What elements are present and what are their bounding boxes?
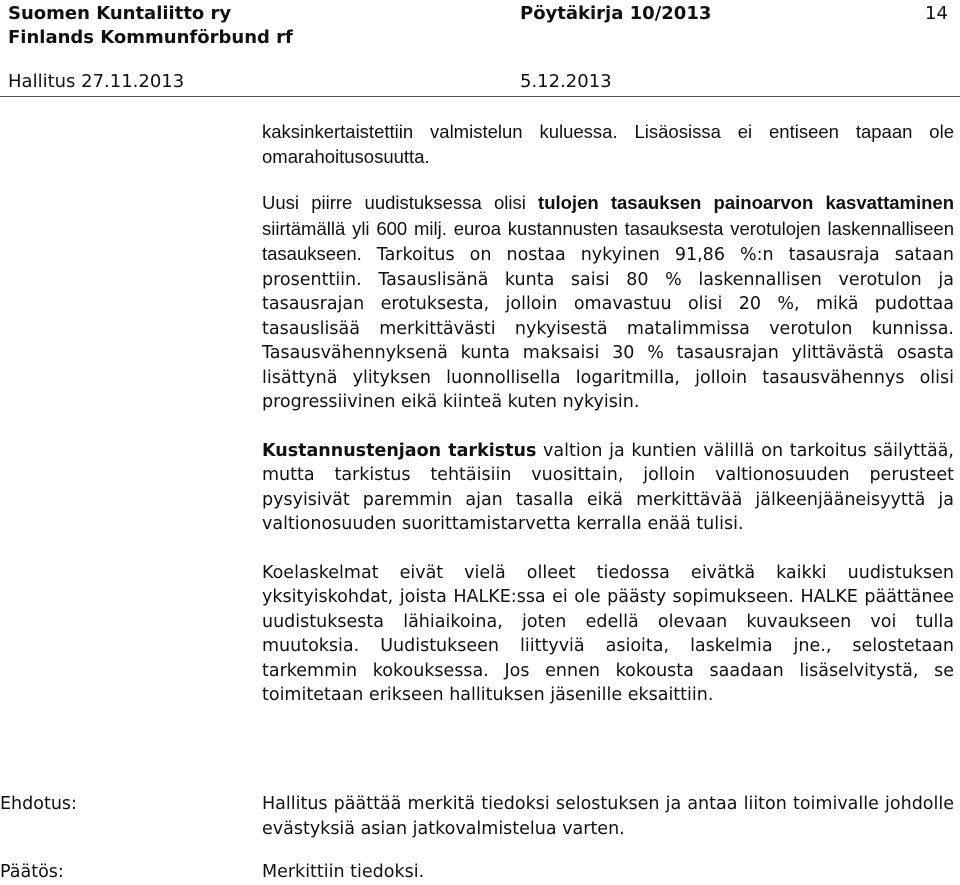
main-text	[262, 120, 954, 708]
paragraph-3-bold: Kustannustenjaon tarkistus	[262, 440, 537, 461]
paatos-text: Merkittiin tiedoksi.	[262, 862, 425, 882]
ehdotus-text: Hallitus päättää merkitä tiedoksi selostuksen ja antaa liiton toimivalle johdolle evästyksiä asian jatkovalmistelua varten.	[262, 794, 954, 839]
paragraph-2-bold: tulojen tasauksen painoarvon kasvattaminen	[538, 192, 954, 213]
paragraph-1: kaksinkertaistettiin valmistelun kuluessa. Lisäosissa ei entiseen tapaan ole omarahoitusosuutta.	[262, 121, 954, 167]
paragraph-2-rest: Tarkoitus on nostaa nykyinen 91,86 %:n tasausraja sataan prosenttiin. Tasauslisänä kunta saisi 80 % laskennallisen verotulon ja tasausrajan erotuksesta, jolloin omavastuu olisi 20 %, mikä pudottaa tasauslisää merkittävästi nykyisestä matalimmissa verotulon kunnissa. Tasausvähennyksenä kunta maksaisi 30 % tasausrajan ylittävästä osasta lisättynä ylityksen luonnollisella logaritmilla, jolloin tasausvähennys olisi progressiivinen eikä kiinteä kuten nykyisin.	[262, 245, 954, 412]
paragraph-2-intro: Uusi piirre uudistuksessa olisi tulojen tasauksen painoarvon kasvattaminen siirtämällä yli 600 milj. euroa kustannusten tasauksesta verotulojen laskennalliseen tasaukseen.	[262, 192, 954, 264]
organization-name-fi: Suomen Kuntaliitto ry	[8, 3, 232, 24]
document-title: Pöytäkirja 10/2013	[520, 3, 712, 24]
header-divider	[0, 96, 960, 97]
ehdotus-label: Ehdotus:	[0, 794, 77, 814]
paatos-label: Päätös:	[0, 862, 64, 882]
document-date: 5.12.2013	[520, 71, 612, 92]
paragraph-3: Kustannustenjaon tarkistus valtion ja kuntien välillä on tarkoitus säilyttää, mutta tarkistus tehtäisiin vuosittain, jolloin valtionosuuden perusteet pysyisivät paremmin ajan tasalla eikä merkittävää jälkeenjääneisyyttä ja valtionosuuden suorittamistarvetta kerralla enää tulisi.	[262, 440, 954, 534]
page-number: 14	[925, 3, 948, 24]
organization-name-sv: Finlands Kommunförbund rf	[8, 27, 293, 48]
paragraph-2	[262, 191, 954, 415]
meeting-date: Hallitus 27.11.2013	[8, 71, 185, 92]
paragraph-4: Koelaskelmat eivät vielä olleet tiedossa eivätkä kaikki uudistuksen yksityiskohdat, joista HALKE:ssa ei ole päästy sopimukseen. HALKE päättänee uudistuksesta lähiaikoina, joten edellä olevaan kuvaukseen voi tulla muutoksia. Uudistukseen liittyviä asioita, laskelmia jne., selostetaan tarkemmin kokouksessa. Jos ennen kokousta saadaan lisäselvitystä, se toimitetaan erikseen hallituksen jäsenille eksaittiin.	[262, 562, 954, 705]
